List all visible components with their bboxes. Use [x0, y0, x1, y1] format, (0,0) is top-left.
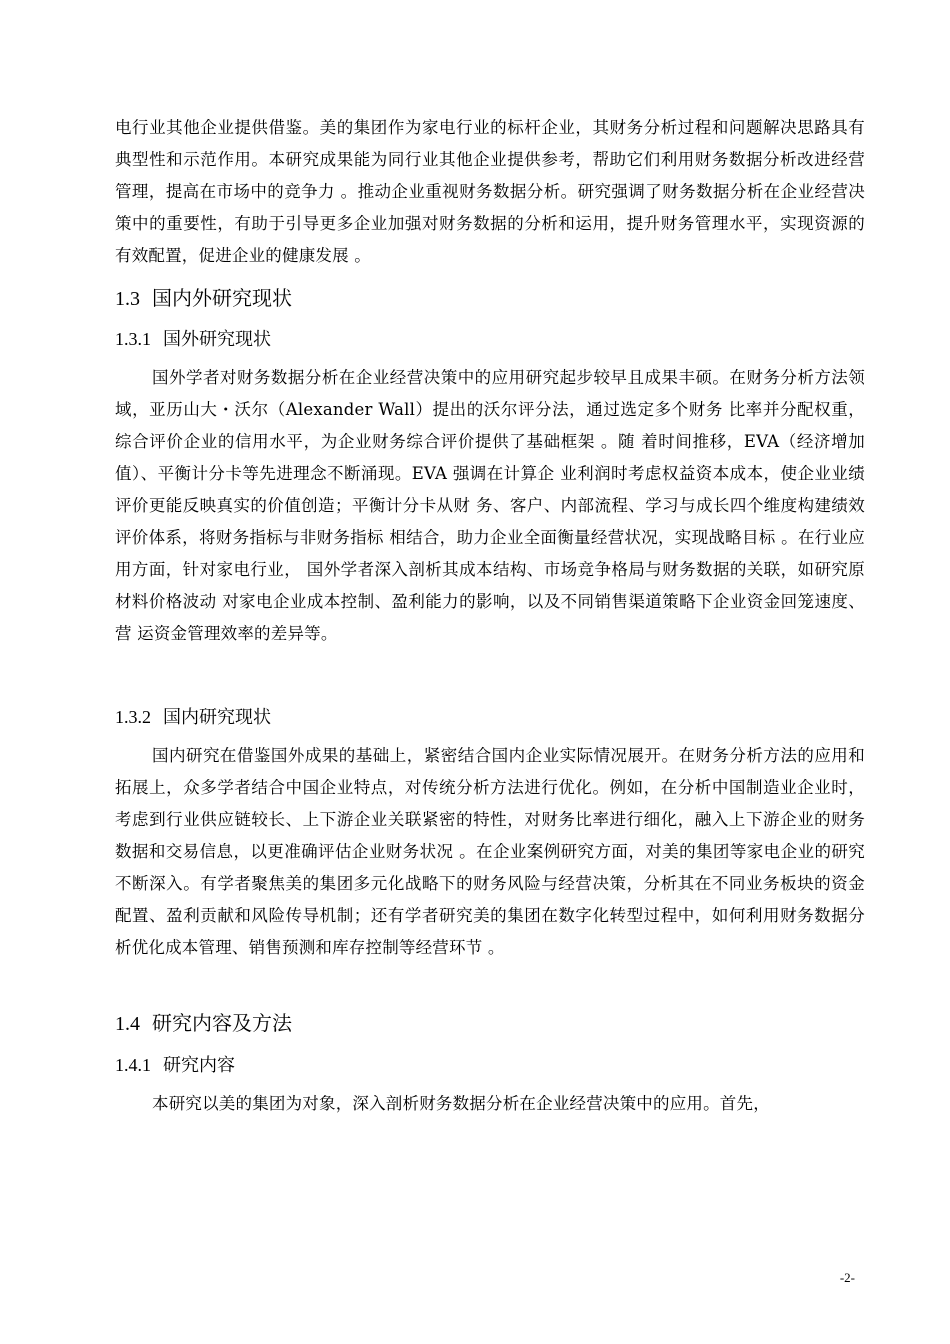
- paragraph-research-content: [115, 1088, 865, 1120]
- section-heading-1-3-2: [115, 702, 271, 733]
- paragraph-domestic-research: [115, 740, 865, 964]
- paragraph-foreign-research: [115, 362, 865, 650]
- section-number: 1.3.1: [115, 329, 151, 349]
- section-title: 国内外研究现状: [152, 286, 292, 310]
- section-heading-1-3: [115, 283, 292, 314]
- section-number: 1.3: [115, 288, 140, 310]
- paragraph-text: 国内研究在借鉴国外成果的基础上，紧密结合国内企业实际情况展开。在财务分析方法的应用和拓展上，众多学者结合中国企业特点，对传统分析方法进行优化。例如，在分析中国制造业企业时，考虑到行业供应链较长、上下游企业关联紧密的特性，对财务比率进行细化，融入上下游企业的财务数据和交易信息，以更准确评估企业财务状况 。在企业案例研究方面，对美的集团等家电企业的研究不断深入。有学者聚焦美的集团多元化战略下的财务风险与经营决策，分析其在不同业务板块的资金配置、盈利贡献和风险传导机制；还有学者研究美的集团在数字化转型过程中，如何利用财务数据分析优化成本管理、销售预测和库存控制等经营环节 。: [115, 746, 865, 957]
- section-number: 1.4.1: [115, 1055, 151, 1075]
- section-title: 国外研究现状: [163, 329, 271, 350]
- section-title: 研究内容: [163, 1055, 235, 1076]
- paragraph-significance: [115, 112, 865, 272]
- section-heading-1-3-1: [115, 324, 271, 355]
- paragraph-text: 国外学者对财务数据分析在企业经营决策中的应用研究起步较早且成果丰硕。在财务分析方法领域，亚历山大・沃尔（Alexander Wall）提出的沃尔评分法，通过选定多个财务 比率并分配权重，综合评价企业的信用水平，为企业财务综合评价提供了基础框架 。随 着时间推移，EVA（经济增加值）、平衡计分卡等先进理念不断涌现。EVA 强调在计算企 业利润时考虑权益资本成本，使企业业绩评价更能反映真实的价值创造；平衡计分卡从财 务、客户、内部流程、学习与成长四个维度构建绩效评价体系，将财务指标与非财务指标 相结合，助力企业全面衡量经营状况，实现战略目标 。在行业应用方面，针对家电行业， 国外学者深入剖析其成本结构、市场竞争格局与财务数据的关联，如研究原材料价格波动 对家电企业成本控制、盈利能力的影响，以及不同销售渠道策略下企业资金回笼速度、营 运资金管理效率的差异等。: [115, 368, 865, 643]
- paragraph-text: 电行业其他企业提供借鉴。美的集团作为家电行业的标杆企业，其财务分析过程和问题解决思路具有典型性和示范作用。本研究成果能为同行业其他企业提供参考，帮助它们利用财务数据分析改进经营管理，提高在市场中的竞争力 。推动企业重视财务数据分析。研究强调了财务数据分析在企业经营决策中的重要性，有助于引导更多企业加强对财务数据的分析和运用，提升财务管理水平，实现资源的有效配置，促进企业的健康发展 。: [115, 118, 865, 265]
- section-heading-1-4-1: [115, 1050, 235, 1081]
- section-title: 研究内容及方法: [152, 1011, 292, 1035]
- page-number: -2-: [839, 1270, 855, 1285]
- section-number: 1.4: [115, 1013, 140, 1035]
- section-title: 国内研究现状: [163, 707, 271, 728]
- section-number: 1.3.2: [115, 707, 151, 727]
- paragraph-text: 本研究以美的集团为对象，深入剖析财务数据分析在企业经营决策中的应用。首先，: [152, 1094, 770, 1113]
- section-heading-1-4: [115, 1008, 292, 1039]
